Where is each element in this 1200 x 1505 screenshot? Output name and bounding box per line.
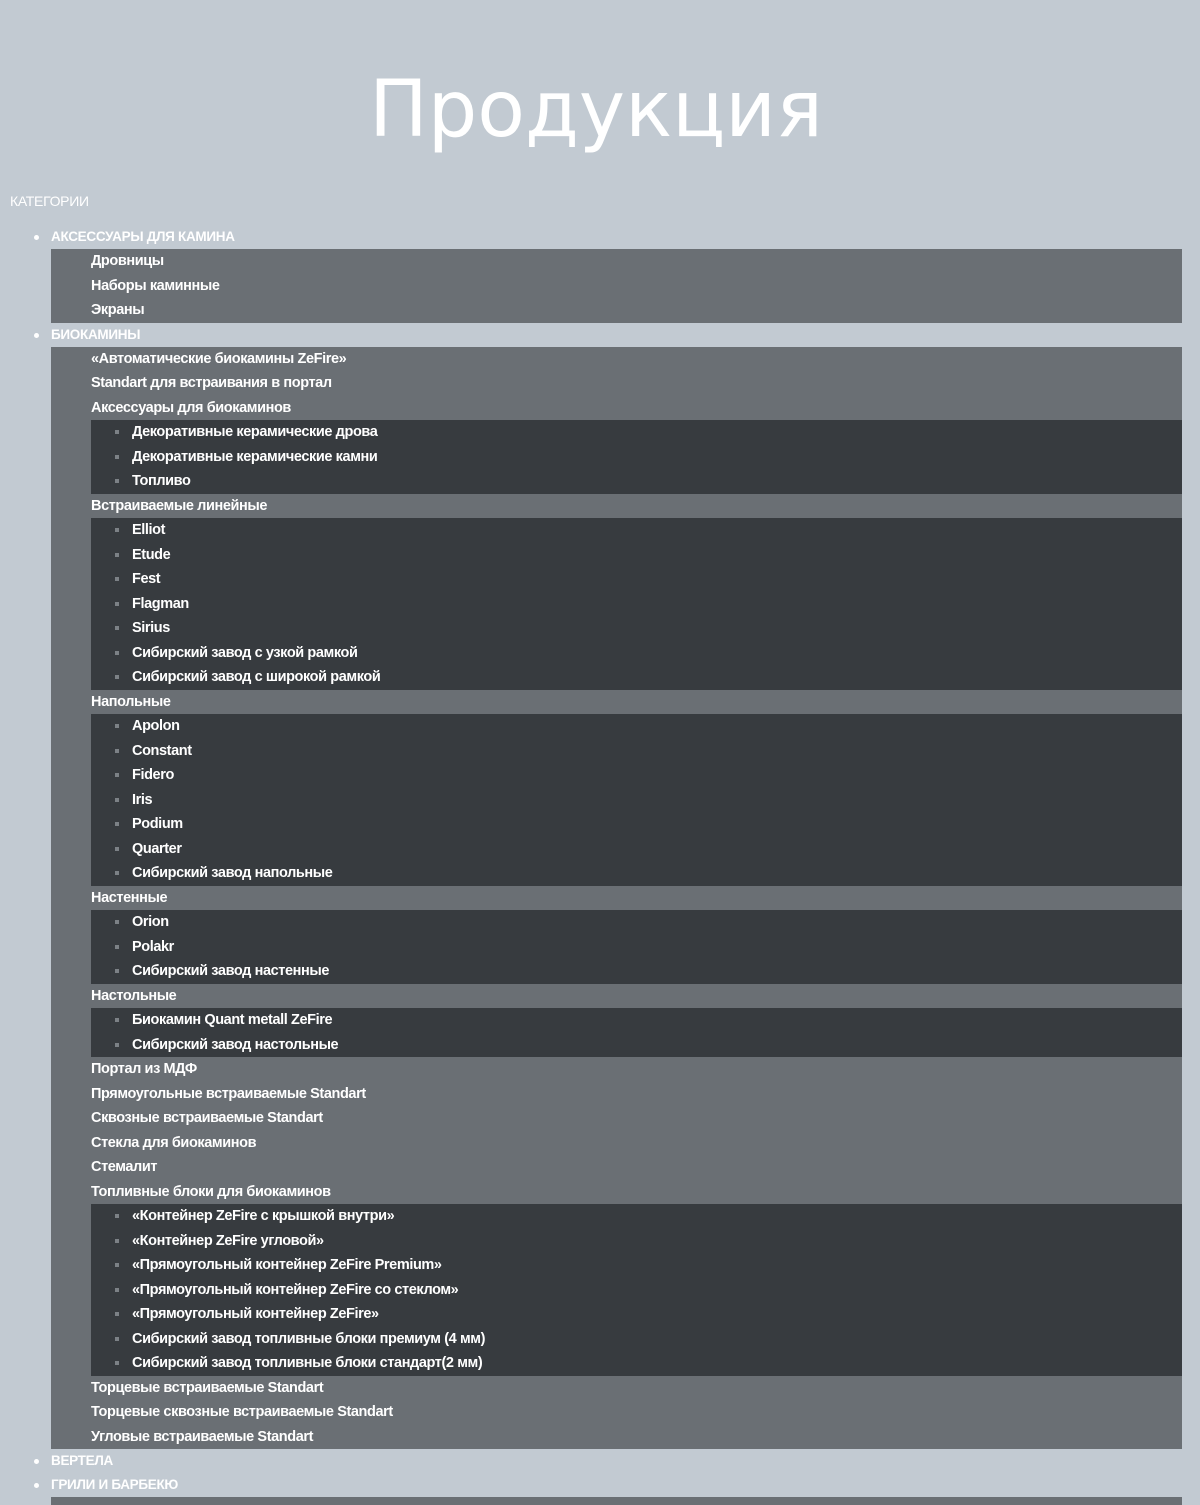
square-bullet-icon — [115, 430, 119, 434]
subsubcategory-link-1-3-6[interactable] — [91, 665, 1182, 690]
categories-heading: КАТЕГОРИИ — [10, 193, 89, 209]
square-bullet-icon — [115, 626, 119, 630]
bullet-icon — [34, 1483, 39, 1488]
subsubcategory-item — [91, 763, 1182, 788]
subsubcategory-label: Elliot — [132, 522, 166, 538]
subcategory-link-0-0[interactable]: Дровницы — [91, 253, 164, 269]
category-label: ВЕРТЕЛА — [51, 1453, 113, 1468]
subcategory-item — [51, 494, 1182, 690]
subsubcategory-list — [91, 910, 1182, 984]
category-tree — [0, 225, 1200, 1505]
subsubcategory-link-1-5-0[interactable] — [91, 910, 1182, 935]
subsubcategory-list — [91, 420, 1182, 494]
subcategory-item — [51, 1082, 1182, 1107]
subcategory-item — [51, 1376, 1182, 1401]
subsubcategory-item — [91, 1351, 1182, 1376]
square-bullet-icon — [115, 1043, 119, 1047]
subsubcategory-label: Топливо — [132, 473, 191, 489]
subcategory-item — [51, 1057, 1182, 1082]
square-bullet-icon — [115, 1018, 119, 1022]
subsubcategory-list — [91, 1008, 1182, 1057]
subsubcategory-item — [91, 714, 1182, 739]
square-bullet-icon — [115, 1337, 119, 1341]
category-link-2[interactable] — [0, 1449, 1200, 1473]
subsubcategory-item — [91, 420, 1182, 445]
subcategory-list — [51, 249, 1182, 323]
subsubcategory-item — [91, 616, 1182, 641]
subsubcategory-link-1-12-6[interactable] — [91, 1351, 1182, 1376]
square-bullet-icon — [115, 798, 119, 802]
subcategory-link-1-8[interactable]: Прямоугольные встраиваемые Standart — [91, 1085, 366, 1102]
subsubcategory-label: «Прямоугольный контейнер ZeFire со стеклом» — [132, 1281, 459, 1298]
subsubcategory-link-1-3-1[interactable] — [91, 543, 1182, 568]
square-bullet-icon — [115, 1263, 119, 1267]
square-bullet-icon — [115, 455, 119, 459]
subsubcategory-link-1-4-4[interactable] — [91, 812, 1182, 837]
square-bullet-icon — [115, 479, 119, 483]
subsubcategory-label: Сибирский завод с узкой рамкой — [132, 644, 358, 661]
subcategory-item — [51, 984, 1182, 1058]
subsubcategory-item — [91, 861, 1182, 886]
subsubcategory-link-1-2-0[interactable] — [91, 420, 1182, 445]
square-bullet-icon — [115, 749, 119, 753]
square-bullet-icon — [115, 675, 119, 679]
subsubcategory-label: Сибирский завод с широкой рамкой — [132, 669, 381, 685]
subsubcategory-label: Sirius — [132, 620, 170, 636]
subsubcategory-link-1-12-4[interactable] — [91, 1302, 1182, 1327]
subsubcategory-link-1-4-3[interactable] — [91, 788, 1182, 813]
subsubcategory-item — [91, 567, 1182, 592]
subsubcategory-item — [91, 1302, 1182, 1327]
bullet-icon — [34, 235, 39, 240]
subcategory-link-1-12[interactable]: Топливные блоки для биокаминов — [91, 1183, 331, 1200]
subcategory-link-1-13[interactable]: Торцевые встраиваемые Standart — [91, 1379, 324, 1396]
subsubcategory-link-1-3-3[interactable] — [91, 592, 1182, 617]
subcategory-link-1-6[interactable]: Настольные — [91, 987, 177, 1004]
square-bullet-icon — [115, 773, 119, 777]
subsubcategory-link-1-12-5[interactable] — [91, 1327, 1182, 1352]
subsubcategory-item — [91, 812, 1182, 837]
subsubcategory-item — [91, 469, 1182, 494]
subcategory-item — [51, 371, 1182, 396]
subsubcategory-item — [91, 543, 1182, 568]
subcategory-link-1-1[interactable]: Standart для встраивания в портал — [91, 375, 332, 391]
subcategory-list — [51, 347, 1182, 1450]
subcategory-link-1-5[interactable]: Настенные — [91, 889, 168, 906]
category-link-0[interactable] — [0, 225, 1200, 249]
subsubcategory-label: Сибирский завод настольные — [132, 1036, 339, 1053]
page-title: Продукция — [369, 65, 823, 155]
subsubcategory-link-1-3-0[interactable] — [91, 518, 1182, 543]
subsubcategory-link-1-5-1[interactable] — [91, 935, 1182, 960]
subsubcategory-label: Сибирский завод настенные — [132, 963, 330, 979]
subsubcategory-item — [91, 592, 1182, 617]
subcategory-item — [51, 1155, 1182, 1180]
subcategory-link-1-3[interactable]: Встраиваемые линейные — [91, 497, 268, 514]
subsubcategory-item — [91, 1008, 1182, 1033]
subsubcategory-item — [91, 665, 1182, 690]
subsubcategory-label: Сибирский завод топливные блоки премиум (4 мм) — [132, 1330, 486, 1347]
subcategory-item — [51, 886, 1182, 984]
subcategory-item — [51, 396, 1182, 494]
subsubcategory-item — [91, 739, 1182, 764]
subsubcategory-link-1-12-2[interactable] — [91, 1253, 1182, 1278]
subsubcategory-label: Биокамин Quant metall ZeFire — [132, 1012, 333, 1028]
subsubcategory-label: «Контейнер ZeFire с крышкой внутри» — [132, 1208, 395, 1224]
square-bullet-icon — [115, 1361, 119, 1365]
subcategory-item — [51, 274, 1182, 299]
subcategory-item — [51, 1425, 1182, 1450]
subsubcategory-item — [91, 445, 1182, 470]
subsubcategory-link-1-2-1[interactable] — [91, 445, 1182, 470]
subcategory-item — [51, 347, 1182, 372]
square-bullet-icon — [115, 553, 119, 557]
square-bullet-icon — [115, 724, 119, 728]
subcategory-link-1-15[interactable]: Угловые встраиваемые Standart — [91, 1428, 314, 1445]
square-bullet-icon — [115, 1214, 119, 1218]
subsubcategory-label: «Прямоугольный контейнер ZeFire Premium» — [132, 1257, 442, 1273]
subsubcategory-link-1-4-0[interactable] — [91, 714, 1182, 739]
subsubcategory-link-1-12-1[interactable] — [91, 1229, 1182, 1254]
subcategory-link-1-14[interactable]: Торцевые сквозные встраиваемые Standart — [91, 1404, 393, 1420]
subsubcategory-label: Etude — [132, 546, 171, 563]
subsubcategory-item — [91, 1278, 1182, 1303]
subsubcategory-item — [91, 641, 1182, 666]
subsubcategory-link-1-3-4[interactable] — [91, 616, 1182, 641]
subsubcategory-item — [91, 1033, 1182, 1058]
subsubcategory-item — [91, 1204, 1182, 1229]
subsubcategory-link-1-4-1[interactable] — [91, 739, 1182, 764]
subsubcategory-label: Iris — [132, 791, 153, 808]
subcategory-link-0-1[interactable]: Наборы каминные — [91, 277, 220, 294]
subsubcategory-link-1-6-0[interactable] — [91, 1008, 1182, 1033]
category-label: АКСЕССУАРЫ ДЛЯ КАМИНА — [51, 229, 235, 244]
subcategory-item — [51, 690, 1182, 886]
subsubcategory-item — [91, 788, 1182, 813]
square-bullet-icon — [115, 1312, 119, 1316]
subcategory-link-1-9[interactable]: Сквозные встраиваемые Standart — [91, 1110, 323, 1126]
category-item — [0, 1473, 1200, 1497]
square-bullet-icon — [115, 1288, 119, 1292]
subsubcategory-item — [91, 518, 1182, 543]
subsubcategory-label: Polakr — [132, 938, 174, 955]
category-item — [0, 323, 1200, 1450]
subcategory-item — [51, 1180, 1182, 1376]
subsubcategory-link-1-5-2[interactable] — [91, 959, 1182, 984]
subsubcategory-label: Orion — [132, 914, 169, 930]
subsubcategory-label: Декоративные керамические дрова — [132, 424, 378, 440]
subsubcategory-link-1-6-1[interactable] — [91, 1033, 1182, 1058]
square-bullet-icon — [115, 1239, 119, 1243]
subcategory-item — [51, 249, 1182, 274]
square-bullet-icon — [115, 651, 119, 655]
subcategory-link-1-10[interactable]: Стекла для биокаминов — [91, 1134, 257, 1151]
subcategory-link-1-4[interactable]: Напольные — [91, 693, 171, 710]
square-bullet-icon — [115, 602, 119, 606]
bullet-icon — [34, 333, 39, 338]
subsubcategory-label: Fidero — [132, 767, 174, 783]
subcategory-list-continuation — [51, 1497, 1182, 1505]
subsubcategory-label: Fest — [132, 571, 161, 587]
subsubcategory-label: «Контейнер ZeFire угловой» — [132, 1232, 324, 1249]
square-bullet-icon — [115, 847, 119, 851]
subsubcategory-label: Flagman — [132, 595, 189, 612]
square-bullet-icon — [115, 822, 119, 826]
subcategory-item — [51, 1400, 1182, 1425]
square-bullet-icon — [115, 871, 119, 875]
subsubcategory-link-1-4-5[interactable] — [91, 837, 1182, 862]
subsubcategory-link-1-3-2[interactable] — [91, 567, 1182, 592]
subsubcategory-link-1-3-5[interactable] — [91, 641, 1182, 666]
subcategory-item — [51, 1131, 1182, 1156]
square-bullet-icon — [115, 528, 119, 532]
subsubcategory-label: Apolon — [132, 718, 180, 734]
category-link-3[interactable] — [0, 1473, 1200, 1497]
square-bullet-icon — [115, 945, 119, 949]
subcategory-link-1-2[interactable]: Аксессуары для биокаминов — [91, 399, 291, 416]
category-label: ГРИЛИ И БАРБЕКЮ — [51, 1477, 179, 1492]
subsubcategory-item — [91, 1229, 1182, 1254]
subsubcategory-label: Constant — [132, 742, 192, 759]
subcategory-link-1-7[interactable]: Портал из МДФ — [91, 1061, 197, 1077]
square-bullet-icon — [115, 577, 119, 581]
bullet-icon — [34, 1459, 39, 1464]
subsubcategory-label: Podium — [132, 816, 183, 832]
subsubcategory-item — [91, 1253, 1182, 1278]
subcategory-link-0-2[interactable]: Экраны — [91, 302, 145, 318]
subcategory-link-1-11[interactable]: Стемалит — [91, 1159, 158, 1175]
subsubcategory-label: Сибирский завод топливные блоки стандарт(2 мм) — [132, 1355, 483, 1371]
category-link-1[interactable] — [0, 323, 1200, 347]
subsubcategory-item — [91, 1327, 1182, 1352]
category-item — [0, 225, 1200, 323]
subcategory-link-1-0[interactable]: «Автоматические биокамины ZeFire» — [91, 350, 347, 367]
category-label: БИОКАМИНЫ — [51, 326, 141, 342]
subcategory-item — [51, 1106, 1182, 1131]
subsubcategory-label: Сибирский завод напольные — [132, 865, 333, 881]
subsubcategory-item — [91, 837, 1182, 862]
subsubcategory-item — [91, 959, 1182, 984]
subcategory-item — [51, 298, 1182, 323]
subsubcategory-list — [91, 1204, 1182, 1376]
subsubcategory-list — [91, 714, 1182, 886]
subsubcategory-item — [91, 910, 1182, 935]
subsubcategory-label: «Прямоугольный контейнер ZeFire» — [132, 1306, 379, 1322]
square-bullet-icon — [115, 920, 119, 924]
subsubcategory-label: Декоративные керамические камни — [132, 448, 378, 465]
subsubcategory-label: Quarter — [132, 840, 182, 857]
category-item — [0, 1449, 1200, 1473]
subsubcategory-list — [91, 518, 1182, 690]
square-bullet-icon — [115, 969, 119, 973]
subsubcategory-link-1-4-6[interactable] — [91, 861, 1182, 886]
subsubcategory-link-1-12-3[interactable] — [91, 1278, 1182, 1303]
subsubcategory-link-1-2-2[interactable] — [91, 469, 1182, 494]
subsubcategory-link-1-4-2[interactable] — [91, 763, 1182, 788]
subsubcategory-link-1-12-0[interactable] — [91, 1204, 1182, 1229]
subsubcategory-item — [91, 935, 1182, 960]
